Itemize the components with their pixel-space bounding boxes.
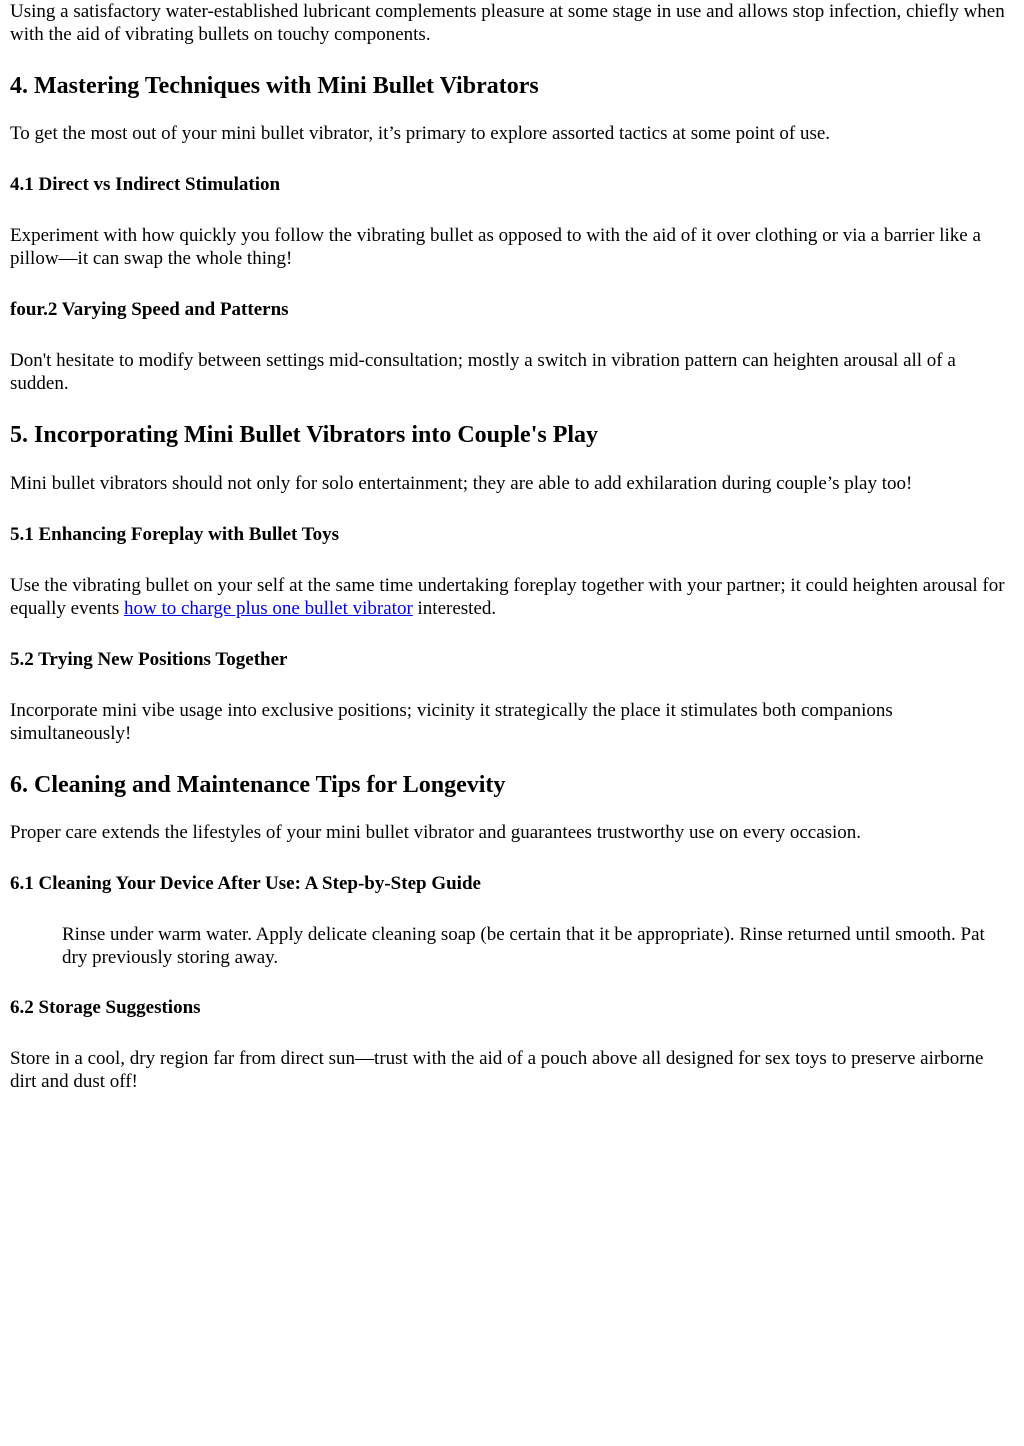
section-5-1-text — [10, 574, 1014, 620]
charge-bullet-vibrator-link[interactable]: how to charge plus one bullet vibrator — [123, 598, 413, 619]
section-6-1-text: Rinse under warm water. Apply delicate cleaning soap (be certain that it be appropriate). Rinse returned until smooth. Pat dry previously storing away. — [62, 924, 985, 968]
section-4-intro: To get the most out of your mini bullet vibrator, it’s primary to explore assorted tactics at some point of use. — [10, 123, 831, 144]
section-4-2-text: Don't hesitate to modify between settings mid-consultation; mostly a switch in vibration pattern can heighten arousal all of a sudden. — [10, 350, 956, 394]
section-6-1-heading: 6.1 Cleaning Your Device After Use: A Step-by-Step Guide — [10, 873, 481, 894]
section-4-1-text: Experiment with how quickly you follow the vibrating bullet as opposed to with the aid of it over clothing or via a barrier like a pillow—it can swap the whole thing! — [10, 225, 981, 269]
section-4-heading: 4. Mastering Techniques with Mini Bullet Vibrators — [10, 73, 539, 99]
section-6-intro: Proper care extends the lifestyles of your mini bullet vibrator and guarantees trustworthy use on every occasion. — [10, 822, 862, 843]
section-4-2-heading: four.2 Varying Speed and Patterns — [10, 299, 289, 320]
section-4-1-heading: 4.1 Direct vs Indirect Stimulation — [10, 174, 281, 195]
section-5-intro: Mini bullet vibrators should not only for solo entertainment; they are able to add exhilaration during couple’s play too! — [10, 473, 913, 494]
section-5-2-text: Incorporate mini vibe usage into exclusive positions; vicinity it strategically the place it stimulates both companions simultaneously! — [10, 700, 893, 744]
section-5-heading: 5. Incorporating Mini Bullet Vibrators into Couple's Play — [10, 422, 599, 448]
section-6-2-heading: 6.2 Storage Suggestions — [10, 997, 201, 1018]
intro-paragraph: Using a satisfactory water-established lubricant complements pleasure at some stage in use and allows stop infection, chiefly when with the aid of vibrating bullets on touchy components. — [10, 1, 1005, 45]
section-5-1-heading: 5.1 Enhancing Foreplay with Bullet Toys — [10, 524, 340, 545]
section-5-1-text-before: Use the vibrating bullet on your self at the same time undertaking foreplay together with your partner; it could heighten arousal for equally events — [10, 575, 1005, 619]
section-5-1-text-after: interested. — [412, 598, 497, 619]
section-5-2-heading: 5.2 Trying New Positions Together — [10, 649, 288, 670]
section-6-heading: 6. Cleaning and Maintenance Tips for Longevity — [10, 772, 506, 798]
section-6-2-text: Store in a cool, dry region far from direct sun—trust with the aid of a pouch above all designed for sex toys to preserve airborne dirt and dust off! — [10, 1048, 984, 1092]
